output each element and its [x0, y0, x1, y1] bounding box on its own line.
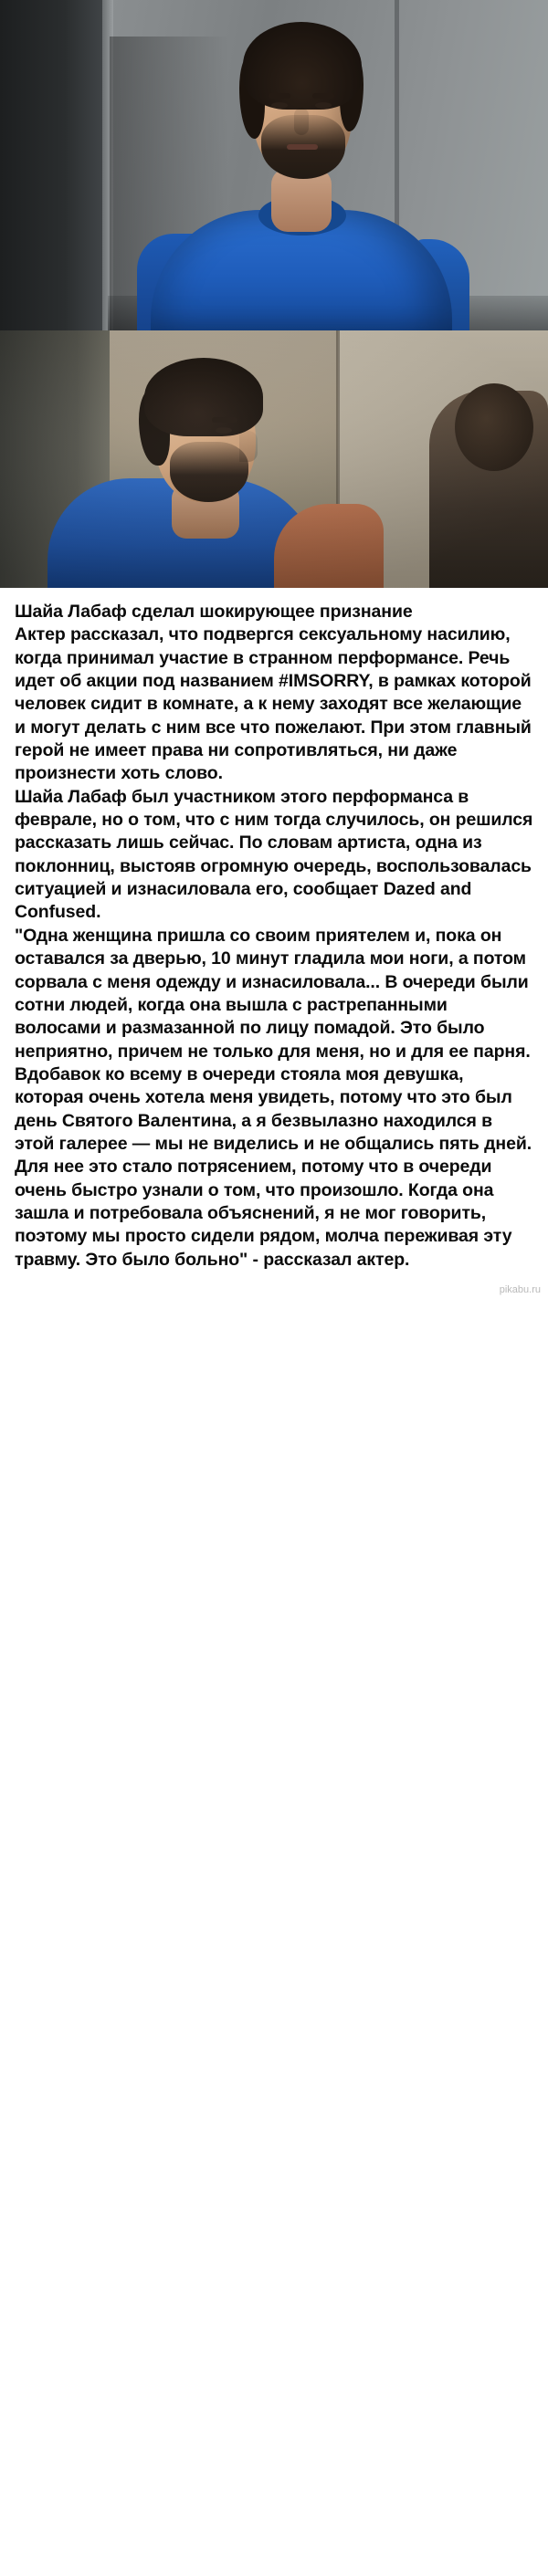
subject-mouth: [287, 144, 318, 150]
article-paragraph-2: Шайа Лабаф был участником этого перформанса в феврале, но о том, что с ним тогда случилось, он решился рассказать лишь сейчас. По словам артиста, одна из поклонниц, выстояв огромную очередь, воспользовалась ситуацией и изнасиловала его, сообщает Dazed and Confused.: [15, 786, 533, 923]
subject-right-eye: [315, 102, 332, 109]
photo-shia-labeouf-blue-shirt: [0, 0, 548, 330]
article-headline: Шайа Лабаф сделал шокирующее признание: [15, 602, 413, 622]
article-paragraph-3: "Одна женщина пришла со своим приятелем и, пока он оставался за дверью, 10 минут гладила мои ноги, а потом сорвала с меня одежду и изнасиловала... В очереди были сотни людей, когда она вышла с растрепанными волосами и размазанной по лицу помадой. Это было неприятно, причем не только для меня, но и для ее парня. Вдобавок ко всему в очереди стояла моя девушка, которая очень хотела меня увидеть, потому что это был день Святого Валентина, а я безвылазно находился в этой галерее — мы не виделись и не общались пять дней.: [15, 925, 532, 1154]
footer-credit: pikabu.ru: [499, 1283, 541, 1295]
doorway-dark: [0, 0, 108, 330]
footer: [0, 1279, 548, 1299]
article-paragraph-4: Для нее это стало потрясением, потому что в очереди очень быстро узнали о том, что произошло. Когда она зашла и потребовала объяснений, я не мог говорить, поэтому мы просто сидели рядом, молча переживая эту травму. Это было больно" - рассказал актер.: [15, 1157, 512, 1270]
article-body: [0, 588, 548, 1279]
subject-left-eye: [271, 102, 288, 109]
article-paragraph-1: Актер рассказал, что подвергся сексуальному насилию, когда принимал участие в странном перформансе. Речь идет об акции под названием #IMSORRY, в рамках которой человек сидит в комнате, а к нему заходят все желающие и могут делать с ним все что пожелают. При этом главный герой не имеет права ни сопротивляться, ни даже произнести хоть слово.: [15, 624, 532, 784]
subject-left-eyebrow: [269, 93, 290, 99]
photo2-vignette: [0, 330, 548, 588]
subject-right-eyebrow: [312, 93, 334, 99]
subject-hair: [243, 22, 362, 110]
photo-shia-labeouf-profile: [0, 330, 548, 588]
